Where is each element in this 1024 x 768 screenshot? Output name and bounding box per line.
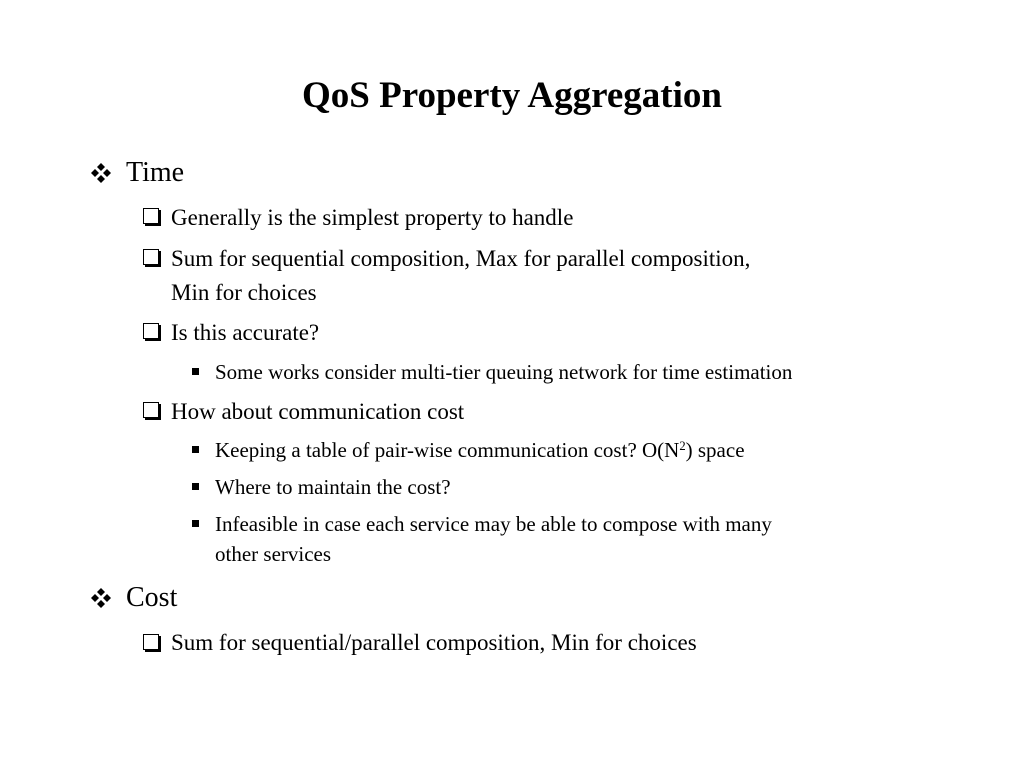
cost-item-1: Sum for sequential/parallel composition, Min for choices bbox=[171, 630, 697, 655]
diamond-bullet-icon bbox=[90, 587, 112, 609]
superscript: 2 bbox=[679, 439, 686, 454]
time-item-4: How about communication cost bbox=[171, 399, 465, 424]
time-item-4-sub-3-line-2: other services bbox=[215, 542, 332, 566]
diamond-bullet-icon bbox=[90, 162, 112, 184]
heading-time: Time bbox=[126, 157, 185, 188]
time-item-4-sub-3-line-1: Infeasible in case each service may be able to compose with many bbox=[215, 512, 772, 536]
checkbox-bullet-icon bbox=[143, 323, 159, 339]
time-item-1: Generally is the simplest property to handle bbox=[171, 205, 574, 230]
checkbox-bullet-icon bbox=[143, 634, 159, 650]
time-item-4-sub-1 bbox=[215, 436, 745, 464]
time-item-2-line-1: Sum for sequential composition, Max for parallel composition, bbox=[171, 246, 751, 271]
time-item-4-sub-2: Where to maintain the cost? bbox=[215, 475, 451, 499]
square-bullet-icon bbox=[192, 483, 199, 490]
sub-text-pre: Keeping a table of pair-wise communication cost? O(N bbox=[215, 438, 680, 462]
checkbox-bullet-icon bbox=[143, 402, 159, 418]
time-item-3-sub-1: Some works consider multi-tier queuing network for time estimation bbox=[215, 360, 793, 384]
checkbox-bullet-icon bbox=[143, 249, 159, 265]
square-bullet-icon bbox=[192, 368, 199, 375]
heading-cost: Cost bbox=[126, 582, 178, 613]
sub-text-post: ) space bbox=[685, 438, 745, 462]
square-bullet-icon bbox=[192, 446, 199, 453]
time-item-2-line-2: Min for choices bbox=[171, 280, 317, 305]
square-bullet-icon bbox=[192, 520, 199, 527]
slide-title: QoS Property Aggregation bbox=[302, 75, 722, 116]
time-item-3: Is this accurate? bbox=[171, 320, 320, 345]
checkbox-bullet-icon bbox=[143, 208, 159, 224]
